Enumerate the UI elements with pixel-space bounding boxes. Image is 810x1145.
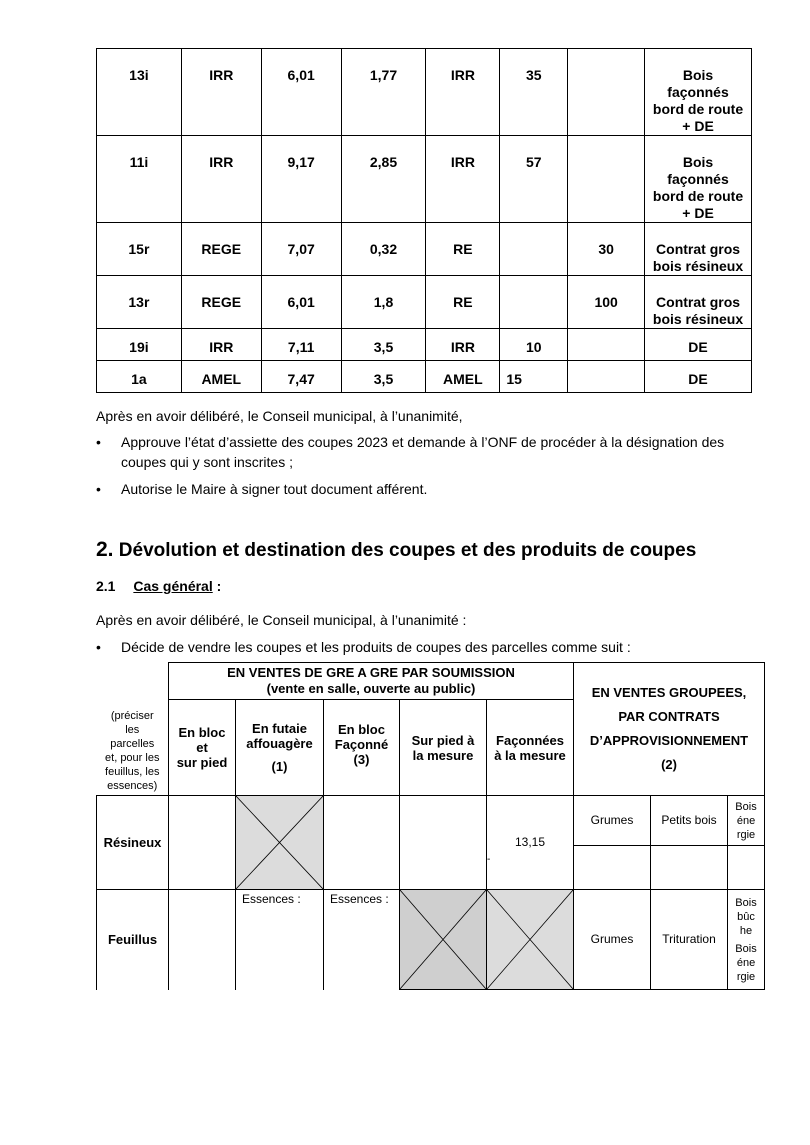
cell-v1: 10	[500, 329, 568, 361]
cell-parcelle: 19i	[97, 329, 182, 361]
bullet-dot: •	[96, 481, 101, 497]
cell-v2	[568, 361, 645, 393]
resineux-faconnees	[487, 796, 574, 890]
destination-line: DE	[688, 339, 708, 355]
bullet-decide: Décide de vendre les coupes et les produits de coupes des parcelles comme suit :	[121, 639, 631, 655]
feuillus-faconne: Essences :	[324, 890, 400, 990]
destination-line: + DE	[682, 118, 714, 134]
table-row	[97, 329, 752, 361]
coupes-table	[96, 48, 752, 393]
resineux-faconne	[324, 796, 400, 890]
cell-parcelle: 1a	[97, 361, 182, 393]
cell-destination	[645, 329, 752, 361]
destination-line: Contrat gros	[656, 241, 741, 257]
text-line: Façonnées	[496, 732, 564, 748]
cell-v2: 30	[568, 223, 645, 276]
text-line: et, pour les	[105, 752, 160, 764]
text-line: (préciser	[110, 710, 154, 722]
subsection-heading: 2.1 Cas général :	[96, 578, 222, 594]
cell-parcelle: 11i	[97, 136, 182, 223]
table-row	[97, 49, 752, 136]
cell-coupe: RE	[426, 223, 500, 276]
cell-v1: 35	[500, 49, 568, 136]
text-line: Bois	[735, 942, 757, 955]
bullet-approuve: Approuve l’état d’assiette des coupes 2023 et demande à l’ONF de procéder à la désignation des coupes qui y sont inscrites ;	[121, 434, 725, 470]
cell-type: REGE	[181, 223, 261, 276]
feuillus-sur-pied-crossed	[400, 890, 487, 990]
resineux-grumes-value	[574, 846, 651, 890]
destination-line: bois résineux	[652, 311, 744, 327]
cell-v2	[568, 49, 645, 136]
text-line: D’APPROVISIONNEMENT	[589, 733, 749, 748]
destination-line: bord de route	[652, 188, 744, 204]
text-line: Sur pied à	[411, 732, 475, 748]
cell-destination	[645, 223, 752, 276]
text-line: Bois	[735, 896, 757, 909]
resineux-petits-bois-value	[651, 846, 728, 890]
cell-surface: 7,11	[261, 329, 341, 361]
text-line: bûc	[737, 910, 755, 923]
resineux-futaie-crossed	[236, 796, 324, 890]
cell-type: REGE	[181, 276, 261, 329]
section-heading	[96, 538, 696, 562]
cell-surface: 7,47	[261, 361, 341, 393]
cell-v1: 15	[500, 361, 568, 393]
feuillus-faconnees-crossed	[487, 890, 574, 990]
text-line: éne	[736, 814, 756, 827]
text-line: En futaie	[252, 721, 307, 736]
text-line: En bloc	[338, 722, 385, 737]
cell-v1: 57	[500, 136, 568, 223]
groupees-header	[574, 663, 765, 796]
cell-coupe: AMEL	[426, 361, 500, 393]
bullet-autorise: Autorise le Maire à signer tout document afférent.	[121, 481, 428, 497]
destination-line: façonnés	[667, 171, 729, 187]
table-row	[97, 276, 752, 329]
cell-coupe: IRR	[426, 136, 500, 223]
text-line: essences)	[107, 780, 158, 792]
text-line: rgie	[736, 970, 756, 983]
text-line: les	[125, 724, 140, 736]
text-line: (2)	[661, 757, 677, 772]
text-line: affouagère	[246, 736, 313, 751]
text-line: rgie	[736, 828, 756, 841]
destination-line: Bois	[682, 154, 714, 170]
cell-v1	[500, 223, 568, 276]
gre-header: EN VENTES DE GRE A GRE PAR SOUMISSION (vente en salle, ouverte au public)	[169, 663, 574, 700]
row-label-resineux: Résineux	[97, 796, 169, 890]
cell-parcelle: 13i	[97, 49, 182, 136]
cell-coupe: RE	[426, 276, 500, 329]
cell-volume: 1,8	[341, 276, 426, 329]
resineux-grumes: Grumes	[574, 796, 651, 846]
cell-type: IRR	[181, 49, 261, 136]
resineux-energie	[728, 796, 765, 846]
resineux-petits-bois: Petits bois	[651, 796, 728, 846]
text-line: Bois	[735, 800, 757, 813]
cell-surface: 6,01	[261, 276, 341, 329]
cell-volume: 2,85	[341, 136, 426, 223]
text-line: et	[196, 740, 208, 755]
col-bloc-pied	[169, 700, 236, 796]
bullet-dot: •	[96, 434, 101, 450]
destination-line: Bois	[682, 67, 714, 83]
text-line: éne	[736, 956, 756, 969]
table-row	[97, 223, 752, 276]
cell-destination	[645, 136, 752, 223]
text-line: Façonné	[334, 737, 389, 752]
table-row	[97, 136, 752, 223]
cell-parcelle: 15r	[97, 223, 182, 276]
col-futaie: En futaie affouagère (1)	[236, 700, 324, 796]
text-line: parcelles	[110, 738, 155, 750]
col-sur-pied	[400, 700, 487, 796]
feuillus-futaie: Essences :	[236, 890, 324, 990]
row-label-feuillus: Feuillus	[97, 890, 169, 990]
bullet-dot: •	[96, 639, 101, 655]
destination-line: façonnés	[667, 84, 729, 100]
cell-v2	[568, 136, 645, 223]
destination-line: bois résineux	[652, 258, 744, 274]
cell-v2: 100	[568, 276, 645, 329]
col-faconnees	[487, 700, 574, 796]
section-number: 2.	[96, 538, 114, 561]
destination-line: DE	[688, 371, 708, 387]
cell-volume: 0,32	[341, 223, 426, 276]
col-faconne	[324, 700, 400, 796]
resineux-faconnees-value: 13,15	[514, 835, 546, 849]
text-line: la mesure	[412, 747, 474, 763]
table-row	[97, 361, 752, 393]
cell-destination	[645, 276, 752, 329]
dash-mark: -	[487, 854, 491, 865]
section2-intro: Après en avoir délibéré, le Conseil municipal, à l’unanimité :	[96, 612, 467, 628]
text-line: feuillus, les	[105, 766, 160, 778]
resineux-sur-pied	[400, 796, 487, 890]
cell-surface: 6,01	[261, 49, 341, 136]
cell-parcelle: 13r	[97, 276, 182, 329]
cell-type: AMEL	[181, 361, 261, 393]
cell-volume: 3,5	[341, 361, 426, 393]
cell-type: IRR	[181, 136, 261, 223]
cell-coupe: IRR	[426, 49, 500, 136]
text-line: EN VENTES GROUPEES,	[591, 685, 747, 700]
destination-line: Contrat gros	[656, 294, 741, 310]
cell-v2	[568, 329, 645, 361]
destination-line: bord de route	[652, 101, 744, 117]
text-line: he	[739, 924, 753, 937]
cell-volume: 3,5	[341, 329, 426, 361]
text-line: à la mesure	[494, 747, 566, 763]
feuillus-trituration: Trituration	[651, 890, 728, 990]
feuillus-buche-energie	[728, 890, 765, 990]
cell-destination	[645, 49, 752, 136]
cell-v1	[500, 276, 568, 329]
text-line: En bloc	[178, 725, 226, 740]
feuillus-grumes: Grumes	[574, 890, 651, 990]
section-title: Dévolution et destination des coupes et des produits de coupes	[118, 540, 697, 561]
destination-line: + DE	[682, 205, 714, 221]
cell-coupe: IRR	[426, 329, 500, 361]
cell-volume: 1,77	[341, 49, 426, 136]
vente-table	[96, 662, 765, 990]
cell-surface: 9,17	[261, 136, 341, 223]
cell-type: IRR	[181, 329, 261, 361]
resineux-energie-value	[728, 846, 765, 890]
preciser-cell	[97, 663, 169, 796]
cell-surface: 7,07	[261, 223, 341, 276]
text-line: sur pied	[176, 755, 228, 770]
text-line: (3)	[353, 752, 370, 767]
text-line: PAR CONTRATS	[618, 709, 720, 724]
deliberation-intro: Après en avoir délibéré, le Conseil municipal, à l’unanimité,	[96, 408, 463, 424]
feuillus-bloc-pied	[169, 890, 236, 990]
resineux-bloc-pied	[169, 796, 236, 890]
cell-destination	[645, 361, 752, 393]
